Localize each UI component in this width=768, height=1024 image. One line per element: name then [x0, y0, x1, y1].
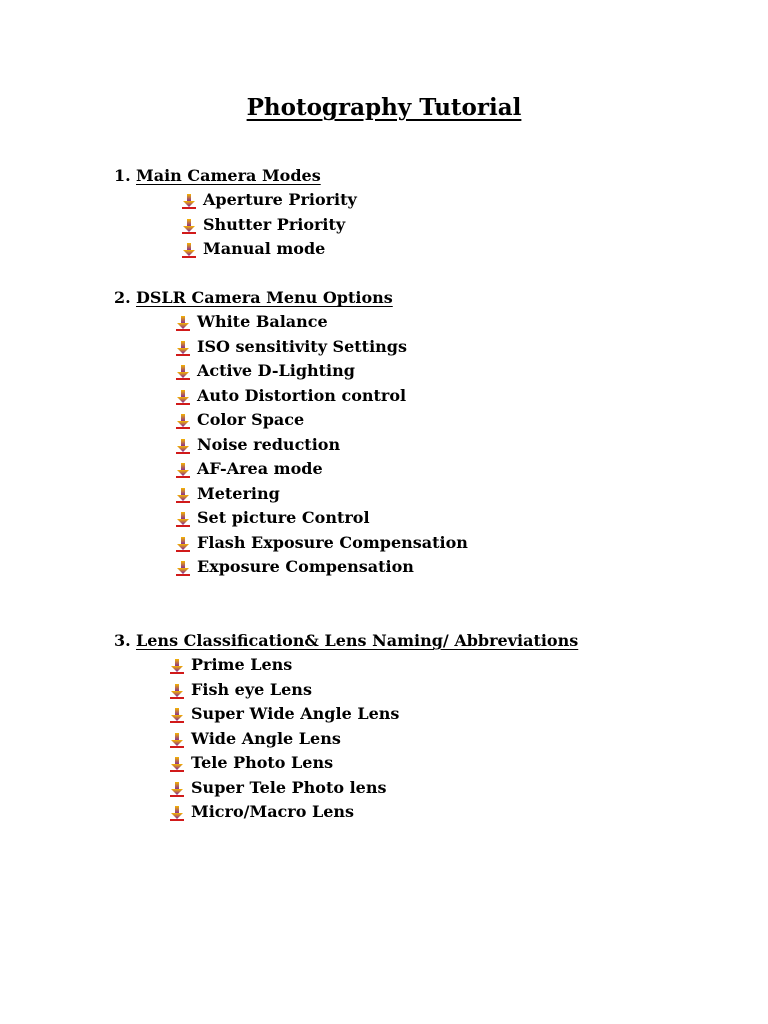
list-item: Exposure Compensation: [175, 555, 468, 580]
down-arrow-bullet-icon: [181, 192, 197, 208]
section-number: 3.: [114, 631, 131, 650]
down-arrow-bullet-icon: [175, 510, 191, 526]
list-item: Aperture Priority: [181, 188, 357, 213]
down-arrow-bullet-icon: [181, 241, 197, 257]
list-item: Super Tele Photo lens: [169, 776, 399, 801]
bullet-list-3: [169, 653, 399, 825]
list-item: Metering: [175, 482, 468, 507]
list-item: Shutter Priority: [181, 213, 357, 238]
down-arrow-bullet-icon: [175, 559, 191, 575]
list-item: White Balance: [175, 310, 468, 335]
list-item: Super Wide Angle Lens: [169, 702, 399, 727]
down-arrow-bullet-icon: [169, 780, 185, 796]
list-item: ISO sensitivity Settings: [175, 335, 468, 360]
down-arrow-bullet-icon: [175, 437, 191, 453]
down-arrow-bullet-icon: [169, 755, 185, 771]
list-item: Noise reduction: [175, 433, 468, 458]
list-item: AF-Area mode: [175, 457, 468, 482]
section-number: 1.: [114, 166, 131, 185]
list-item: Set picture Control: [175, 506, 468, 531]
section-heading-1: [114, 164, 321, 188]
bullet-list-1: [181, 188, 357, 262]
down-arrow-bullet-icon: [169, 706, 185, 722]
list-item: Flash Exposure Compensation: [175, 531, 468, 556]
down-arrow-bullet-icon: [175, 339, 191, 355]
down-arrow-bullet-icon: [175, 461, 191, 477]
down-arrow-bullet-icon: [175, 363, 191, 379]
list-item: Prime Lens: [169, 653, 399, 678]
section-heading-3: [114, 629, 578, 653]
section-number: 2.: [114, 288, 131, 307]
document-title: Photography Tutorial: [246, 94, 522, 121]
down-arrow-bullet-icon: [175, 486, 191, 502]
down-arrow-bullet-icon: [175, 388, 191, 404]
down-arrow-bullet-icon: [169, 804, 185, 820]
down-arrow-bullet-icon: [175, 412, 191, 428]
list-item: Color Space: [175, 408, 468, 433]
list-item: Micro/Macro Lens: [169, 800, 399, 825]
down-arrow-bullet-icon: [181, 217, 197, 233]
list-item: Active D-Lighting: [175, 359, 468, 384]
list-item: Fish eye Lens: [169, 678, 399, 703]
list-item: Auto Distortion control: [175, 384, 468, 409]
down-arrow-bullet-icon: [175, 535, 191, 551]
section-heading-2: [114, 286, 393, 310]
down-arrow-bullet-icon: [175, 314, 191, 330]
section-title: DSLR Camera Menu Options: [136, 288, 393, 307]
section-title: Lens Classification& Lens Naming/ Abbreviations: [136, 631, 579, 650]
section-title: Main Camera Modes: [136, 166, 321, 185]
down-arrow-bullet-icon: [169, 657, 185, 673]
down-arrow-bullet-icon: [169, 682, 185, 698]
list-item: Wide Angle Lens: [169, 727, 399, 752]
bullet-list-2: [175, 310, 468, 580]
down-arrow-bullet-icon: [169, 731, 185, 747]
list-item: Tele Photo Lens: [169, 751, 399, 776]
list-item: Manual mode: [181, 237, 357, 262]
